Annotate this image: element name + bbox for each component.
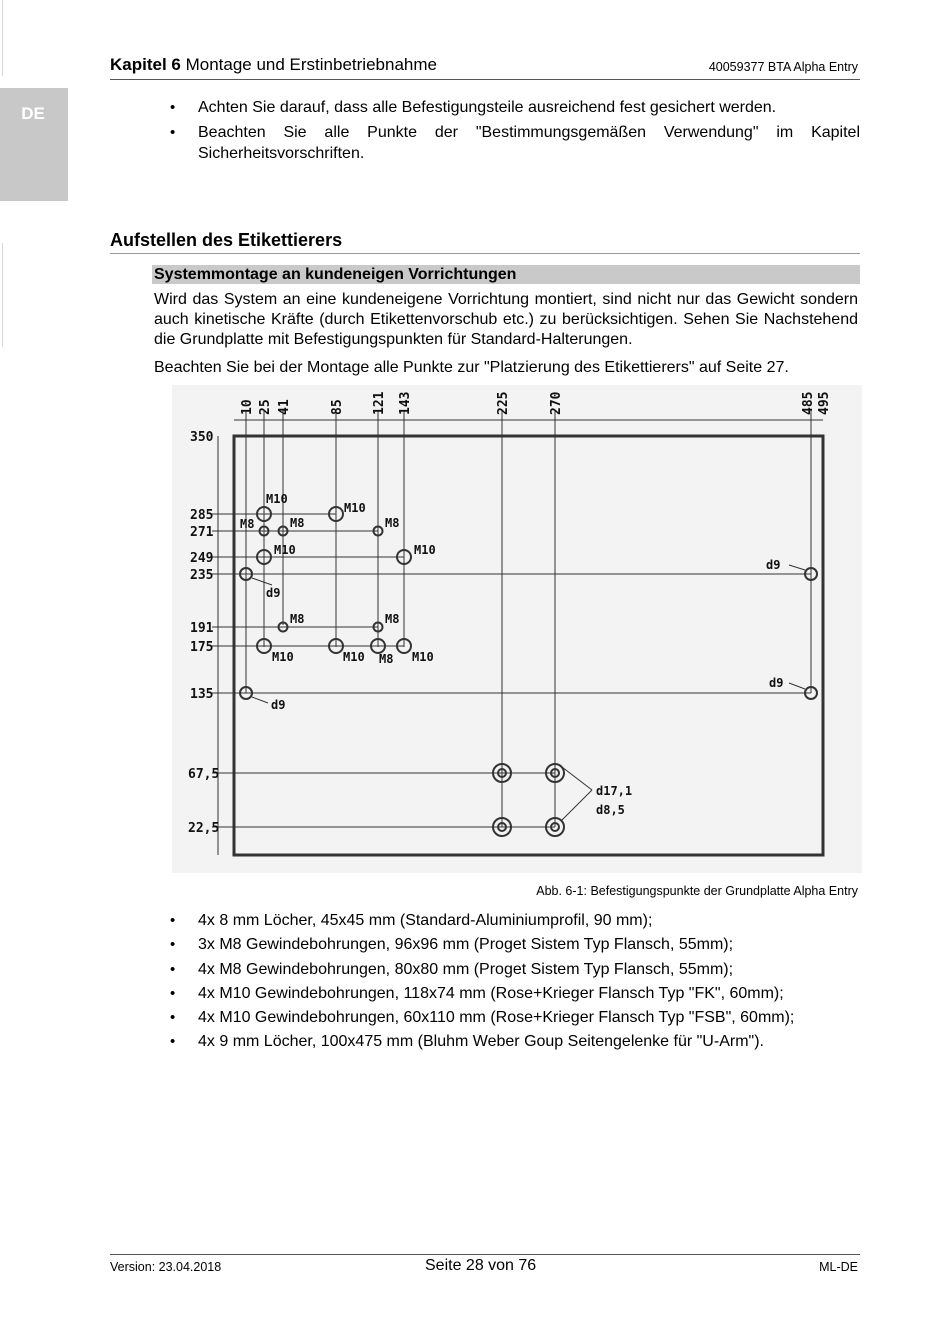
dimension-label: 350 [190, 430, 214, 445]
language-tab [0, 88, 68, 201]
hole-label-m10: M10 [414, 543, 436, 557]
dimension-label: 225 [496, 391, 511, 415]
hole-label-m10: M10 [272, 650, 294, 664]
hole-label-m10: M10 [343, 650, 365, 664]
hole-label-m8: M8 [290, 612, 305, 626]
mounting-options-list [110, 910, 860, 1056]
dimension-label: 235 [190, 568, 214, 583]
body-paragraph: Wird das System an eine kundeneigene Vorrichtung montiert, sind nicht nur das Gewicht sondern auch kinetische Kräfte (durch Etikettenvorschub etc.) zu berücksichtigen. Sehen Sie Nachstehend die Grundplatte mit Befestigungspunkten für Standard-Halterungen. [154, 291, 858, 348]
top-bullet-list [110, 97, 860, 168]
header-divider [110, 79, 860, 80]
list-item: • 4x M8 Gewindebohrungen, 80x80 mm (Proget Sistem Typ Flansch, 55mm); [110, 959, 860, 980]
hole-label-d17: d17,1 [596, 784, 633, 798]
language-code: ML-DE [819, 1260, 858, 1274]
dimension-label: 175 [190, 640, 214, 655]
dimension-label: 143 [398, 391, 413, 415]
dimension-label: 41 [277, 399, 292, 415]
margin-line [2, 243, 3, 347]
hole-label-m8: M8 [240, 517, 255, 531]
list-item: • 3x M8 Gewindebohrungen, 96x96 mm (Proget Sistem Typ Flansch, 55mm); [110, 934, 860, 955]
list-item: • 4x 8 mm Löcher, 45x45 mm (Standard-Aluminiumprofil, 90 mm); [110, 910, 860, 931]
chapter-number: Kapitel 6 [110, 55, 181, 74]
dimension-label: 67,5 [188, 767, 220, 782]
hole-label-m10: M10 [266, 492, 288, 506]
dimension-label: 249 [190, 551, 214, 566]
dimension-label: 85 [330, 399, 345, 415]
page-number: Seite 28 von 76 [425, 1257, 537, 1274]
subsection-title: Systemmontage an kundeneigen Vorrichtungen [152, 265, 860, 284]
section-divider [110, 253, 860, 254]
document-id: 40059377 BTA Alpha Entry [708, 60, 858, 74]
hole-label-d9: d9 [271, 698, 286, 712]
dimension-label: 191 [190, 621, 214, 636]
hole-label-m10: M10 [344, 501, 366, 515]
version-label: Version: 23.04.2018 [110, 1260, 222, 1274]
dimension-label: 22,5 [188, 821, 220, 836]
margin-line [2, 0, 3, 76]
hole-label-m8: M8 [290, 516, 305, 530]
hole-label-d9: d9 [769, 676, 784, 690]
list-item [110, 122, 860, 164]
dimension-label: 485 [801, 391, 816, 415]
dimension-label: 271 [190, 525, 214, 540]
dimension-label: 495 [817, 391, 832, 415]
hole-label-d9: d9 [266, 586, 281, 600]
dimension-label: 121 [372, 391, 387, 415]
hole-label-d9: d9 [766, 558, 781, 572]
dimension-label: 10 [240, 399, 255, 415]
language-tab-label: DE [21, 104, 45, 123]
list-item: • 4x M10 Gewindebohrungen, 60x110 mm (Rose+Krieger Flansch Typ "FSB", 60mm); [110, 1007, 860, 1028]
dimension-label: 285 [190, 508, 214, 523]
drawing-background [172, 385, 862, 873]
list-item: • 4x M10 Gewindebohrungen, 118x74 mm (Rose+Krieger Flansch Typ "FK", 60mm); [110, 983, 860, 1004]
hole-label-m8: M8 [385, 612, 400, 626]
list-item-text: • Beachten Sie alle Punkte der "Bestimmungsgemäßen Verwendung" im Kapitel Sicherheitsvorschriften. [198, 124, 860, 162]
footer-divider [110, 1254, 860, 1255]
hole-label-m10: M10 [274, 543, 296, 557]
list-item-text: • Achten Sie darauf, dass alle Befestigungsteile ausreichend fest gesichert werden. [198, 99, 777, 116]
list-item: • 4x 9 mm Löcher, 100x475 mm (Bluhm Weber Goup Seitengelenke für "U-Arm"). [110, 1031, 860, 1052]
list-item [110, 97, 860, 118]
dimension-label: 25 [258, 399, 273, 415]
dimension-label: 270 [549, 391, 564, 415]
hole-label-m8: M8 [385, 516, 400, 530]
chapter-title: Montage und Erstinbetriebnahme [180, 55, 437, 74]
body-paragraph: Beachten Sie bei der Montage alle Punkte zur "Platzierung des Etikettierers" auf Seite 27. [154, 359, 789, 376]
hole-label-m10: M10 [412, 650, 434, 664]
chapter-header [110, 55, 437, 75]
section-title: Aufstellen des Etikettierers [110, 230, 343, 250]
baseplate-drawing [172, 385, 862, 873]
figure-caption: Abb. 6-1: Befestigungspunkte der Grundplatte Alpha Entry [536, 884, 858, 898]
hole-label-m8: M8 [379, 652, 394, 666]
hole-label-d85: d8,5 [596, 803, 625, 817]
dimension-label: 135 [190, 687, 214, 702]
